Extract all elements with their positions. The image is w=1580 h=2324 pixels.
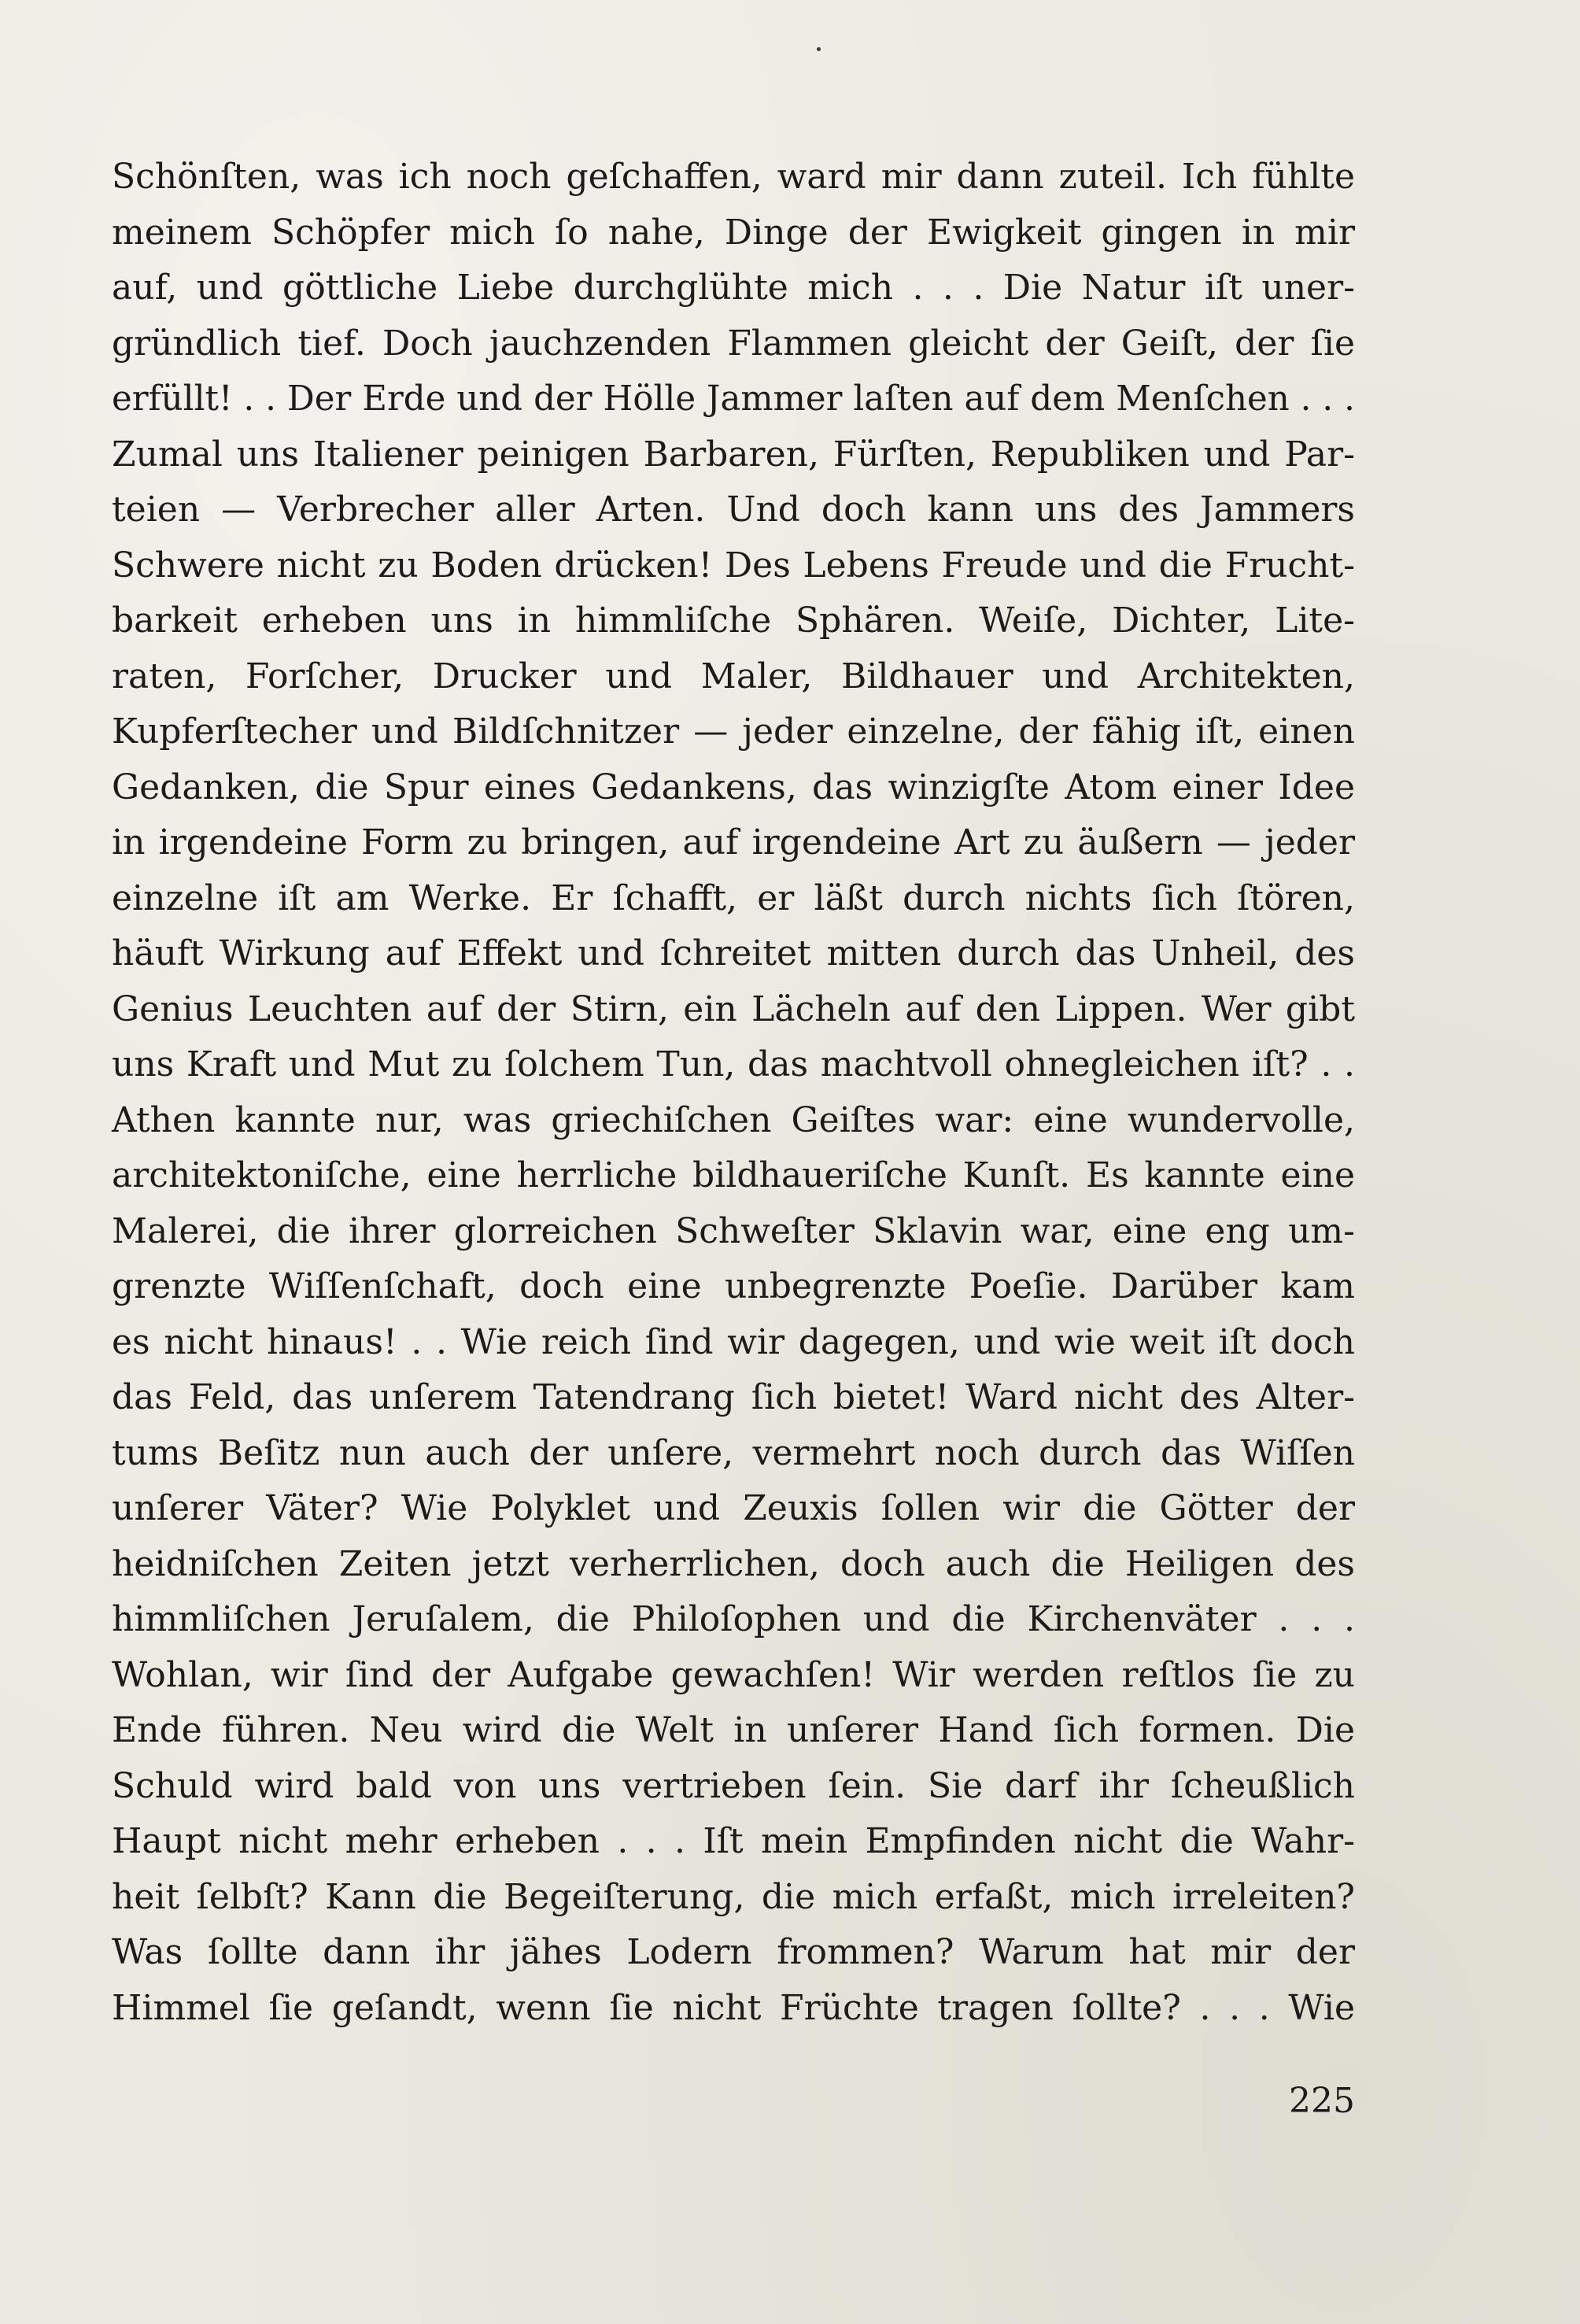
- text-line: Ende führen. Neu wird die Welt in unſerer Hand ſich formen. Die: [112, 1710, 1355, 1750]
- text-line: einzelne iſt am Werke. Er ſchafft, er läßt durch nichts ſich ſtören,: [112, 878, 1355, 918]
- text-line: uns Kraft und Mut zu ſolchem Tun, das machtvoll ohnegleichen iſt? . .: [112, 1044, 1355, 1084]
- text-line: Schwere nicht zu Boden drücken! Des Lebens Freude und die Frucht-: [112, 545, 1355, 586]
- text-line: Genius Leuchten auf der Stirn, ein Lächeln auf den Lippen. Wer gibt: [112, 988, 1355, 1029]
- text-line: grenzte Wiſſenſchaft, doch eine unbegrenzte Poeſie. Darüber kam: [112, 1266, 1355, 1306]
- page-number: 225: [1289, 2081, 1355, 2121]
- text-line: es nicht hinaus! . . Wie reich ſind wir dagegen, und wie weit iſt doch: [112, 1321, 1355, 1362]
- text-line: heidniſchen Zeiten jetzt verherrlichen, doch auch die Heiligen des: [112, 1543, 1355, 1584]
- text-line: Himmel ſie geſandt, wenn ſie nicht Früchte tragen ſollte? . . . Wie: [112, 1987, 1355, 2028]
- text-line: gründlich tief. Doch jauchzenden Flammen gleicht der Geiſt, der ſie: [112, 323, 1355, 364]
- text-line: das Feld, das unſerem Tatendrang ſich bietet! Ward nicht des Alter-: [112, 1377, 1355, 1417]
- text-line: erfüllt! . . Der Erde und der Hölle Jammer laſten auf dem Menſchen . . .: [112, 379, 1355, 419]
- paper-speck: [817, 47, 821, 51]
- text-line: tums Beſitz nun auch der unſere, vermehrt noch durch das Wiſſen: [112, 1432, 1355, 1473]
- text-line: Haupt nicht mehr erheben . . . Iſt mein Empfinden nicht die Wahr-: [112, 1821, 1355, 1861]
- text-line: in irgendeine Form zu bringen, auf irgendeine Art zu äußern — jeder: [112, 822, 1355, 863]
- text-line: Wohlan, wir ſind der Aufgabe gewachſen! Wir werden reſtlos ſie zu: [112, 1654, 1355, 1695]
- text-line: auf, und göttliche Liebe durchglühte mich . . . Die Natur iſt uner-: [112, 268, 1355, 308]
- text-line: teien — Verbrecher aller Arten. Und doch kann uns des Jammers: [112, 490, 1355, 530]
- text-line: häuft Wirkung auf Effekt und ſchreitet mitten durch das Unheil, des: [112, 933, 1355, 974]
- text-line: meinem Schöpfer mich ſo nahe, Dinge der Ewigkeit gingen in mir: [112, 212, 1355, 253]
- text-line: unſerer Väter? Wie Polyklet und Zeuxis ſollen wir die Götter der: [112, 1488, 1355, 1528]
- text-line: Kupferſtecher und Bildſchnitzer — jeder einzelne, der fähig iſt, einen: [112, 711, 1355, 752]
- text-line: Was ſollte dann ihr jähes Lodern frommen? Warum hat mir der: [112, 1932, 1355, 1972]
- text-line: Schönſten, was ich noch geſchaffen, ward mir dann zuteil. Ich fühlte: [112, 157, 1355, 197]
- text-line: Schuld wird bald von uns vertrieben ſein. Sie darf ihr ſcheußlich: [112, 1765, 1355, 1806]
- text-line: Zumal uns Italiener peinigen Barbaren, Fürſten, Republiken und Par-: [112, 434, 1355, 475]
- body-text: [112, 150, 1355, 2036]
- text-line: Athen kannte nur, was griechiſchen Geiſtes war: eine wundervolle,: [112, 1099, 1355, 1140]
- text-line: himmliſchen Jeruſalem, die Philoſophen und die Kirchenväter . . .: [112, 1599, 1355, 1639]
- text-line: raten, Forſcher, Drucker und Maler, Bildhauer und Architekten,: [112, 656, 1355, 696]
- text-line: heit ſelbſt? Kann die Begeiſterung, die mich erfaßt, mich irreleiten?: [112, 1876, 1355, 1917]
- text-line: Malerei, die ihrer glorreichen Schweſter Sklavin war, eine eng um-: [112, 1210, 1355, 1251]
- text-line: Gedanken, die Spur eines Gedankens, das winzigſte Atom einer Idee: [112, 767, 1355, 807]
- text-line: architektoniſche, eine herrliche bildhaueriſche Kunſt. Es kannte eine: [112, 1155, 1355, 1195]
- text-line: barkeit erheben uns in himmliſche Sphären. Weiſe, Dichter, Lite-: [112, 600, 1355, 641]
